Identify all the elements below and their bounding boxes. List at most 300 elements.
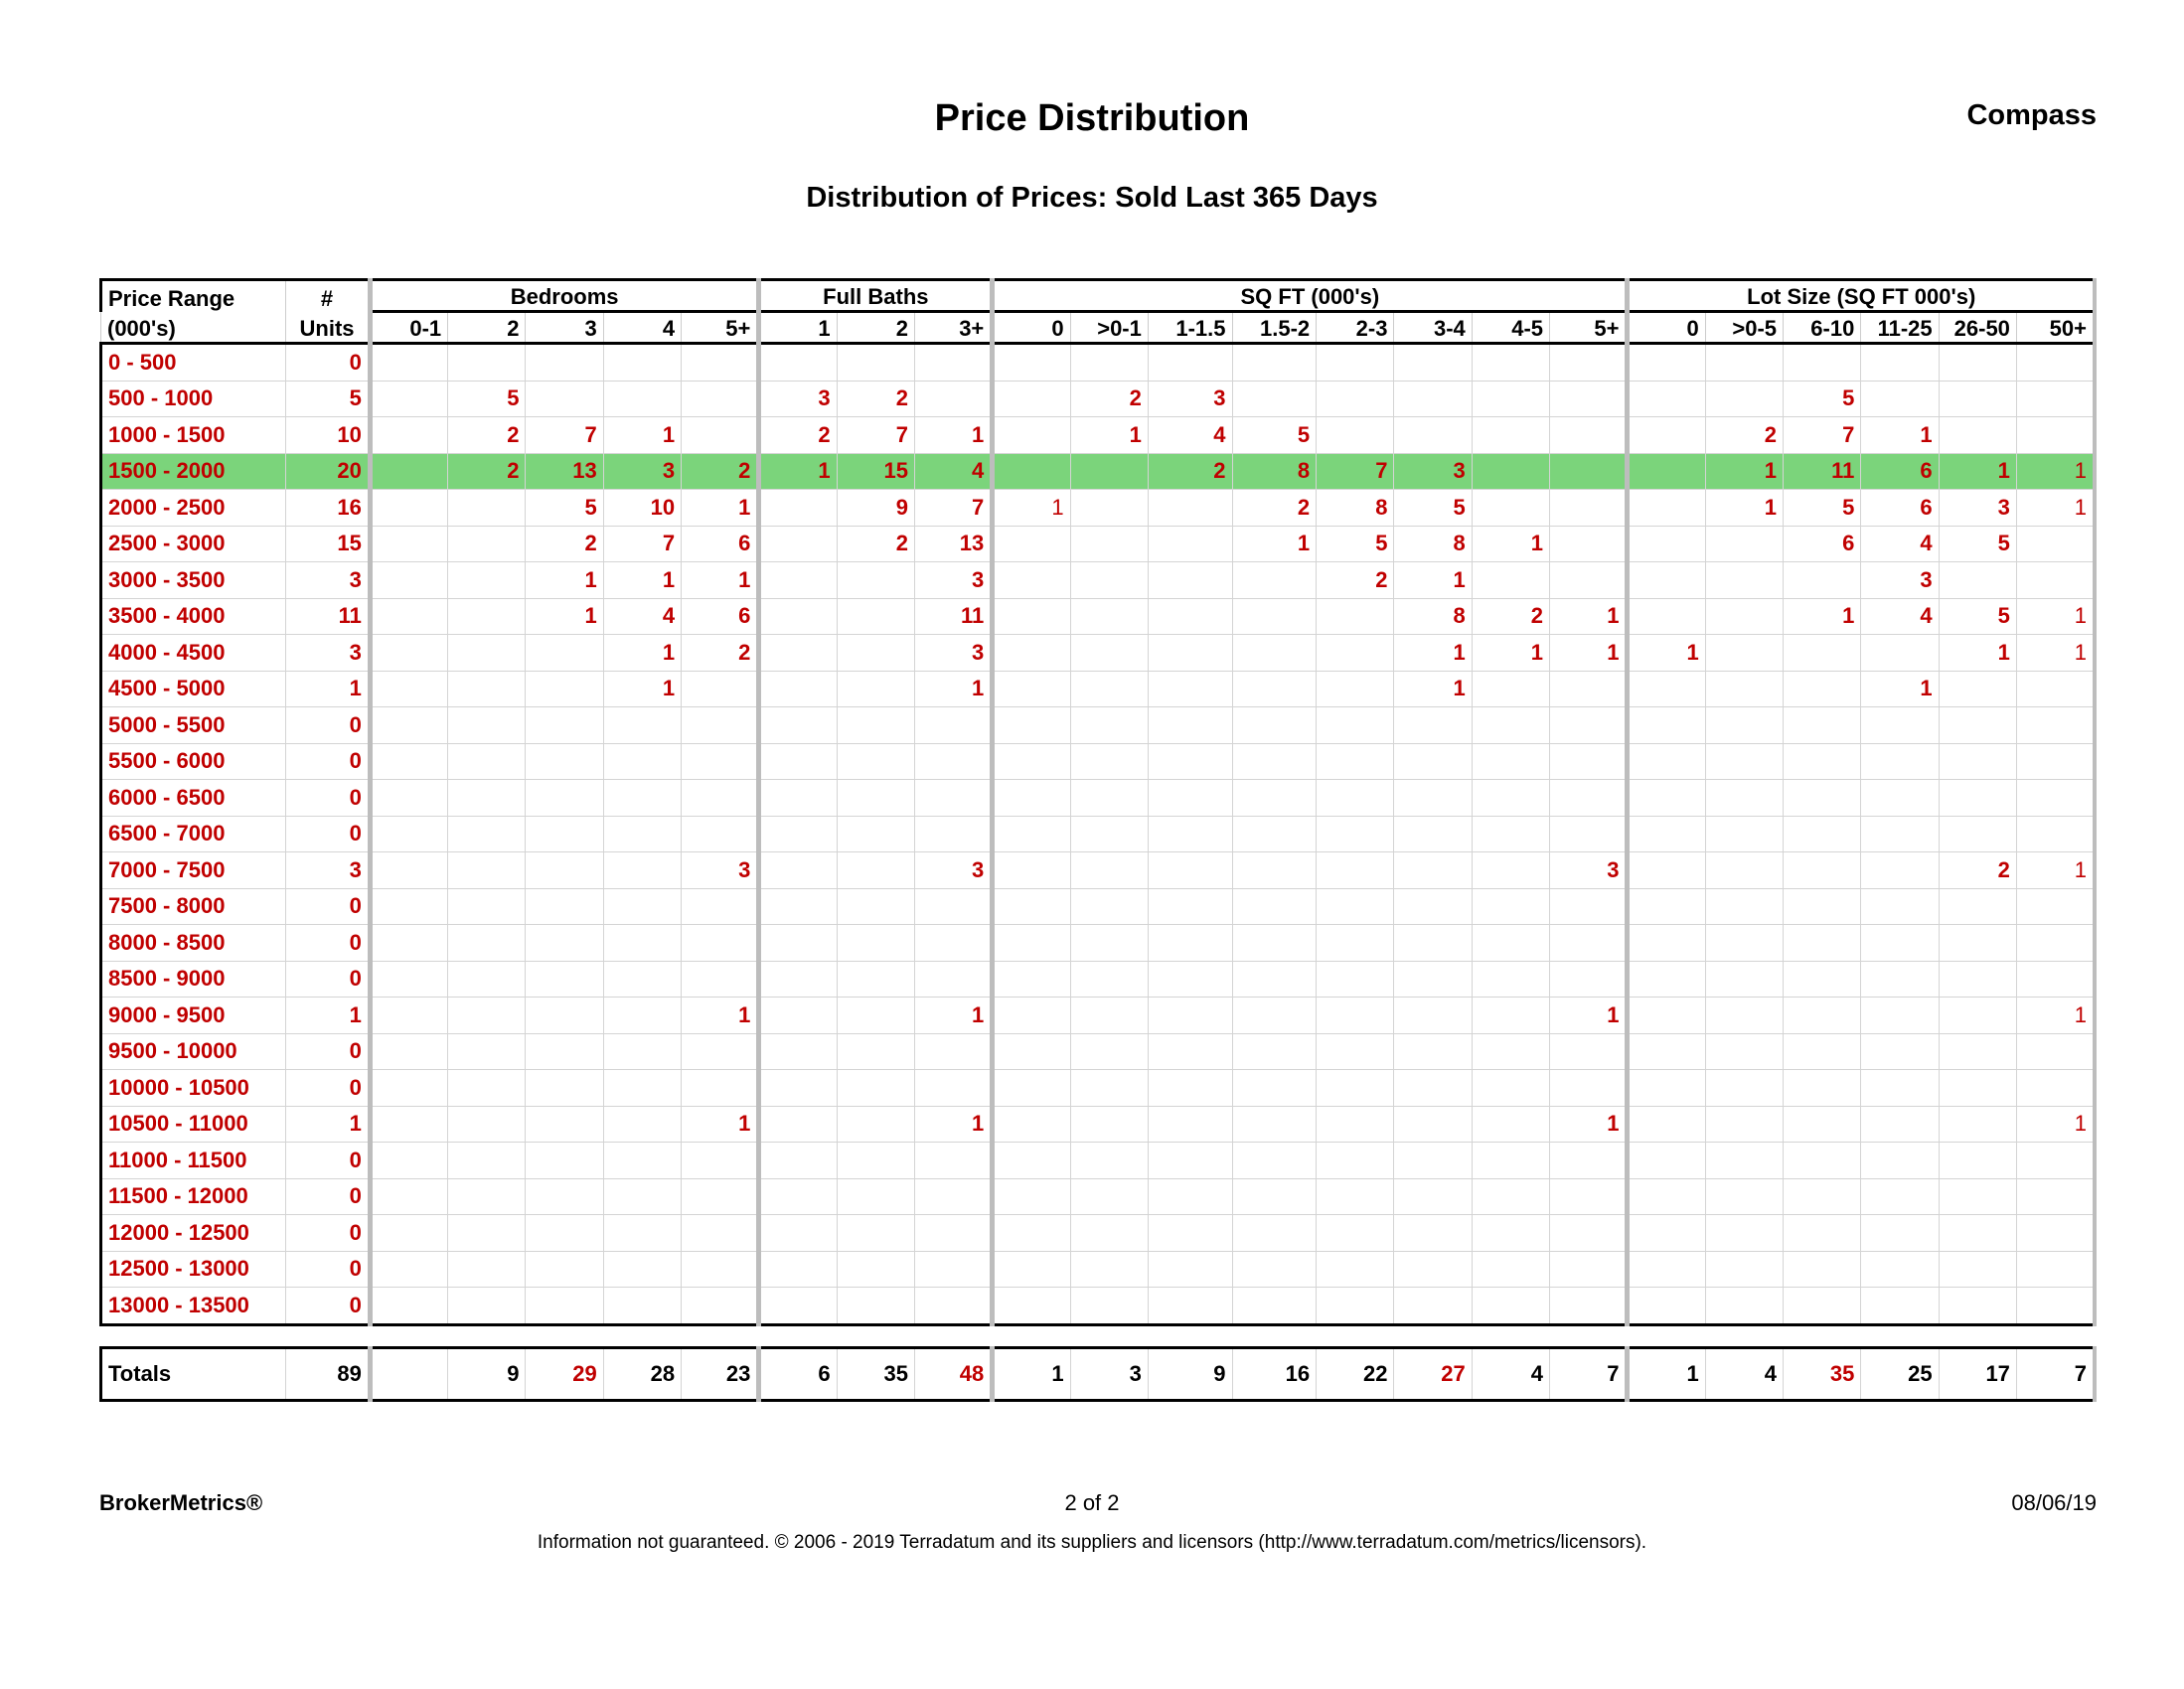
value-cell — [370, 1143, 447, 1179]
value-cell: 2 — [448, 417, 526, 454]
value-cell — [1394, 1178, 1472, 1215]
value-cell: 3 — [1939, 490, 2016, 527]
value-cell — [1705, 852, 1783, 889]
value-cell — [914, 344, 992, 382]
value-cell: 10 — [603, 490, 681, 527]
value-cell — [682, 925, 759, 962]
value-cell — [1705, 1033, 1783, 1070]
units-cell: 0 — [286, 1251, 371, 1288]
value-cell — [1550, 526, 1628, 562]
price-range-cell: 3500 - 4000 — [101, 598, 286, 635]
table-row — [101, 1288, 2096, 1325]
value-cell — [370, 925, 447, 962]
price-range-cell: 3000 - 3500 — [101, 562, 286, 599]
value-cell — [759, 998, 837, 1034]
totals-cell: 1 — [993, 1347, 1070, 1400]
value-cell — [1628, 671, 1705, 707]
units-cell: 0 — [286, 1288, 371, 1325]
value-cell — [1394, 381, 1472, 417]
value-cell — [1148, 1106, 1232, 1143]
value-cell — [914, 925, 992, 962]
column-header: 26-50 — [1939, 312, 2016, 344]
units-cell: 0 — [286, 1143, 371, 1179]
value-cell — [1628, 743, 1705, 780]
value-cell — [1148, 1178, 1232, 1215]
value-cell: 5 — [1394, 490, 1472, 527]
value-cell — [1861, 998, 1939, 1034]
value-cell — [993, 526, 1070, 562]
value-cell — [1317, 780, 1394, 817]
value-cell: 1 — [759, 453, 837, 490]
value-cell — [1550, 1251, 1628, 1288]
value-cell — [759, 344, 837, 382]
value-cell — [1705, 1288, 1783, 1325]
value-cell — [1628, 490, 1705, 527]
group-header-row — [101, 280, 2096, 312]
value-cell — [1232, 1106, 1317, 1143]
table-row — [101, 671, 2096, 707]
value-cell: 1 — [1628, 635, 1705, 672]
value-cell — [1148, 1288, 1232, 1325]
price-range-cell: 6000 - 6500 — [101, 780, 286, 817]
value-cell — [1705, 707, 1783, 744]
totals-cell: 48 — [914, 1347, 992, 1400]
table-row — [101, 1070, 2096, 1107]
value-cell — [1861, 1288, 1939, 1325]
value-cell — [1861, 961, 1939, 998]
value-cell — [682, 1251, 759, 1288]
value-cell — [1317, 1143, 1394, 1179]
units-cell: 15 — [286, 526, 371, 562]
value-cell — [759, 1288, 837, 1325]
value-cell — [1705, 998, 1783, 1034]
value-cell — [1317, 852, 1394, 889]
value-cell — [1148, 961, 1232, 998]
value-cell — [603, 1288, 681, 1325]
value-cell: 7 — [1784, 417, 1861, 454]
value-cell — [1861, 1178, 1939, 1215]
value-cell — [1232, 925, 1317, 962]
value-cell — [2016, 743, 2095, 780]
value-cell — [1317, 1215, 1394, 1252]
lot-size-group-header: Lot Size (SQ FT 000's) — [1628, 280, 2095, 312]
value-cell — [759, 816, 837, 852]
units-cell: 1 — [286, 671, 371, 707]
value-cell — [448, 998, 526, 1034]
value-cell: 13 — [526, 453, 603, 490]
value-cell — [1070, 526, 1148, 562]
value-cell — [2016, 1288, 2095, 1325]
value-cell — [993, 1215, 1070, 1252]
value-cell — [993, 1178, 1070, 1215]
value-cell — [603, 816, 681, 852]
value-cell — [914, 1143, 992, 1179]
value-cell — [1232, 852, 1317, 889]
value-cell — [1939, 816, 2016, 852]
value-cell — [837, 998, 914, 1034]
value-cell — [1070, 1288, 1148, 1325]
value-cell — [1317, 1033, 1394, 1070]
value-cell — [993, 381, 1070, 417]
value-cell — [993, 671, 1070, 707]
column-header: 0 — [993, 312, 1070, 344]
table-row — [101, 1215, 2096, 1252]
value-cell — [1784, 1288, 1861, 1325]
value-cell — [370, 1288, 447, 1325]
value-cell — [1628, 961, 1705, 998]
price-range-cell: 10500 - 11000 — [101, 1106, 286, 1143]
value-cell — [759, 1070, 837, 1107]
value-cell: 4 — [603, 598, 681, 635]
value-cell — [448, 1106, 526, 1143]
value-cell — [837, 344, 914, 382]
totals-cell: 7 — [1550, 1347, 1628, 1400]
value-cell — [1148, 344, 1232, 382]
value-cell — [914, 1251, 992, 1288]
value-cell — [370, 344, 447, 382]
value-cell — [993, 344, 1070, 382]
price-range-cell: 6500 - 7000 — [101, 816, 286, 852]
price-range-cell: 500 - 1000 — [101, 381, 286, 417]
value-cell — [993, 780, 1070, 817]
column-header: 5+ — [682, 312, 759, 344]
price-range-cell: 0 - 500 — [101, 344, 286, 382]
value-cell — [837, 598, 914, 635]
value-cell — [1317, 961, 1394, 998]
value-cell — [1394, 1215, 1472, 1252]
table-row — [101, 526, 2096, 562]
value-cell: 4 — [914, 453, 992, 490]
value-cell: 3 — [914, 635, 992, 672]
value-cell — [1550, 344, 1628, 382]
value-cell — [837, 562, 914, 599]
totals-cell — [370, 1347, 447, 1400]
value-cell — [1628, 417, 1705, 454]
value-cell — [1148, 1251, 1232, 1288]
value-cell — [1861, 816, 1939, 852]
value-cell — [1939, 344, 2016, 382]
value-cell — [1232, 635, 1317, 672]
value-cell — [1070, 1106, 1148, 1143]
value-cell — [1472, 816, 1549, 852]
value-cell — [1472, 671, 1549, 707]
value-cell: 3 — [914, 852, 992, 889]
value-cell: 1 — [1705, 453, 1783, 490]
value-cell: 1 — [914, 998, 992, 1034]
value-cell — [448, 1251, 526, 1288]
value-cell — [1148, 562, 1232, 599]
table-row — [101, 381, 2096, 417]
value-cell — [837, 780, 914, 817]
value-cell — [1070, 671, 1148, 707]
value-cell — [1148, 1215, 1232, 1252]
value-cell — [1550, 453, 1628, 490]
value-cell — [1317, 417, 1394, 454]
table-row — [101, 598, 2096, 635]
value-cell: 5 — [448, 381, 526, 417]
value-cell — [914, 1288, 992, 1325]
value-cell — [1148, 526, 1232, 562]
value-cell — [993, 707, 1070, 744]
value-cell — [759, 598, 837, 635]
value-cell — [1939, 888, 2016, 925]
value-cell — [1861, 852, 1939, 889]
table-row — [101, 417, 2096, 454]
value-cell — [1394, 417, 1472, 454]
value-cell — [1070, 816, 1148, 852]
value-cell: 1 — [1861, 417, 1939, 454]
value-cell — [759, 743, 837, 780]
value-cell: 3 — [682, 852, 759, 889]
column-header: 4-5 — [1472, 312, 1549, 344]
value-cell: 1 — [1550, 635, 1628, 672]
value-cell — [448, 344, 526, 382]
value-cell — [1070, 888, 1148, 925]
value-cell — [1628, 925, 1705, 962]
price-range-cell: 1500 - 2000 — [101, 453, 286, 490]
units-cell: 1 — [286, 1106, 371, 1143]
value-cell: 15 — [837, 453, 914, 490]
value-cell — [837, 671, 914, 707]
value-cell: 5 — [526, 490, 603, 527]
value-cell — [1070, 743, 1148, 780]
value-cell: 2 — [1232, 490, 1317, 527]
value-cell — [370, 743, 447, 780]
value-cell — [1472, 1288, 1549, 1325]
value-cell — [1317, 635, 1394, 672]
price-range-cell: 1000 - 1500 — [101, 417, 286, 454]
value-cell — [759, 635, 837, 672]
value-cell — [837, 1143, 914, 1179]
value-cell — [2016, 381, 2095, 417]
value-cell — [1148, 925, 1232, 962]
value-cell — [1317, 925, 1394, 962]
units-cell: 0 — [286, 961, 371, 998]
units-cell: 0 — [286, 888, 371, 925]
value-cell — [759, 888, 837, 925]
table-body — [101, 344, 2096, 1401]
column-header: 3-4 — [1394, 312, 1472, 344]
price-range-cell: 7000 - 7500 — [101, 852, 286, 889]
value-cell — [914, 780, 992, 817]
value-cell — [993, 1106, 1070, 1143]
value-cell — [993, 635, 1070, 672]
value-cell: 1 — [2016, 635, 2095, 672]
price-range-cell: 9000 - 9500 — [101, 998, 286, 1034]
value-cell — [526, 852, 603, 889]
price-range-cell: 8000 - 8500 — [101, 925, 286, 962]
value-cell — [682, 1033, 759, 1070]
value-cell — [1628, 852, 1705, 889]
value-cell — [603, 780, 681, 817]
value-cell — [370, 888, 447, 925]
spacer-cell — [101, 1324, 2096, 1347]
value-cell: 6 — [682, 598, 759, 635]
totals-cell: 17 — [1939, 1347, 2016, 1400]
value-cell — [1148, 490, 1232, 527]
price-range-subheader: (000's) — [101, 312, 286, 344]
value-cell — [1861, 635, 1939, 672]
value-cell: 1 — [682, 1106, 759, 1143]
footer-product-name: BrokerMetrics® — [99, 1490, 263, 1515]
value-cell — [682, 1215, 759, 1252]
value-cell — [837, 1251, 914, 1288]
price-range-cell: 4000 - 4500 — [101, 635, 286, 672]
table-row — [101, 562, 2096, 599]
value-cell — [914, 1070, 992, 1107]
value-cell: 2 — [837, 526, 914, 562]
totals-cell: 4 — [1472, 1347, 1549, 1400]
units-cell: 0 — [286, 1033, 371, 1070]
value-cell — [1939, 1178, 2016, 1215]
value-cell — [914, 961, 992, 998]
value-cell — [1472, 743, 1549, 780]
value-cell — [837, 1178, 914, 1215]
value-cell — [1317, 1106, 1394, 1143]
value-cell — [1784, 1215, 1861, 1252]
value-cell — [526, 998, 603, 1034]
value-cell — [1628, 1251, 1705, 1288]
value-cell — [370, 381, 447, 417]
value-cell — [370, 852, 447, 889]
totals-label: Totals — [101, 1347, 286, 1400]
value-cell — [2016, 925, 2095, 962]
units-cell: 3 — [286, 852, 371, 889]
value-cell: 1 — [603, 417, 681, 454]
value-cell — [914, 1215, 992, 1252]
column-header: 4 — [603, 312, 681, 344]
value-cell: 1 — [2016, 490, 2095, 527]
column-header: 2 — [448, 312, 526, 344]
value-cell — [370, 1215, 447, 1252]
value-cell — [1550, 1070, 1628, 1107]
value-cell — [1232, 671, 1317, 707]
value-cell — [1394, 1070, 1472, 1107]
value-cell — [759, 1033, 837, 1070]
value-cell — [837, 925, 914, 962]
units-cell: 0 — [286, 1070, 371, 1107]
value-cell — [837, 1288, 914, 1325]
value-cell — [1550, 490, 1628, 527]
value-cell: 4 — [1861, 598, 1939, 635]
value-cell — [914, 707, 992, 744]
value-cell — [603, 961, 681, 998]
price-range-cell: 5500 - 6000 — [101, 743, 286, 780]
value-cell — [370, 598, 447, 635]
value-cell — [682, 381, 759, 417]
value-cell: 1 — [1394, 635, 1472, 672]
value-cell — [1705, 961, 1783, 998]
value-cell: 2 — [1939, 852, 2016, 889]
value-cell — [1784, 707, 1861, 744]
value-cell — [837, 1106, 914, 1143]
value-cell — [1148, 780, 1232, 817]
value-cell: 1 — [1861, 671, 1939, 707]
value-cell — [1550, 961, 1628, 998]
value-cell — [1939, 1070, 2016, 1107]
value-cell — [837, 1070, 914, 1107]
value-cell — [1317, 671, 1394, 707]
value-cell — [1394, 998, 1472, 1034]
value-cell — [370, 998, 447, 1034]
table-row — [101, 1178, 2096, 1215]
value-cell — [1148, 1070, 1232, 1107]
value-cell — [1705, 743, 1783, 780]
value-cell: 1 — [603, 635, 681, 672]
table-row — [101, 635, 2096, 672]
value-cell — [1939, 1288, 2016, 1325]
value-cell — [1939, 1143, 2016, 1179]
value-cell — [837, 635, 914, 672]
value-cell: 2 — [1317, 562, 1394, 599]
totals-cell: 23 — [682, 1347, 759, 1400]
totals-cell: 6 — [759, 1347, 837, 1400]
value-cell — [448, 1033, 526, 1070]
value-cell: 1 — [603, 671, 681, 707]
value-cell — [1472, 344, 1549, 382]
value-cell — [370, 816, 447, 852]
value-cell — [448, 562, 526, 599]
value-cell — [526, 635, 603, 672]
value-cell: 1 — [1394, 671, 1472, 707]
value-cell — [759, 925, 837, 962]
value-cell — [1628, 888, 1705, 925]
value-cell — [448, 925, 526, 962]
value-cell: 9 — [837, 490, 914, 527]
value-cell — [1472, 562, 1549, 599]
totals-cell: 1 — [1628, 1347, 1705, 1400]
table-row — [101, 998, 2096, 1034]
value-cell — [1550, 417, 1628, 454]
table-row — [101, 1033, 2096, 1070]
value-cell — [1861, 707, 1939, 744]
value-cell — [682, 1178, 759, 1215]
value-cell — [370, 417, 447, 454]
value-cell: 1 — [914, 417, 992, 454]
value-cell — [993, 1288, 1070, 1325]
value-cell: 5 — [1317, 526, 1394, 562]
value-cell — [2016, 671, 2095, 707]
value-cell — [370, 1070, 447, 1107]
value-cell — [1861, 925, 1939, 962]
value-cell: 2 — [1070, 381, 1148, 417]
totals-cell: 9 — [1148, 1347, 1232, 1400]
value-cell — [837, 961, 914, 998]
value-cell — [2016, 961, 2095, 998]
value-cell: 1 — [526, 562, 603, 599]
value-cell — [1394, 344, 1472, 382]
value-cell — [603, 852, 681, 889]
value-cell — [526, 344, 603, 382]
value-cell — [526, 1178, 603, 1215]
value-cell — [1394, 961, 1472, 998]
value-cell: 1 — [914, 671, 992, 707]
value-cell — [1232, 562, 1317, 599]
value-cell — [370, 490, 447, 527]
value-cell — [370, 1033, 447, 1070]
value-cell — [1784, 1070, 1861, 1107]
value-cell — [993, 925, 1070, 962]
value-cell — [1472, 998, 1549, 1034]
value-cell: 1 — [1939, 453, 2016, 490]
value-cell — [1628, 816, 1705, 852]
value-cell — [1148, 888, 1232, 925]
value-cell — [1232, 780, 1317, 817]
value-cell — [993, 1143, 1070, 1179]
value-cell — [1784, 1178, 1861, 1215]
value-cell — [993, 1251, 1070, 1288]
value-cell — [1394, 1033, 1472, 1070]
